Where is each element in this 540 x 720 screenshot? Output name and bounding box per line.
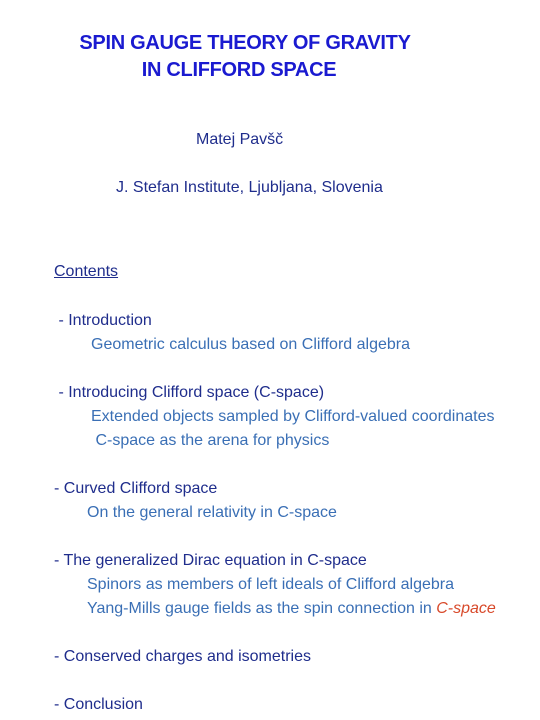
toc-section-clifford-space: - Introducing Clifford space (C-space): [54, 384, 325, 401]
toc-item-extended-objects: Extended objects sampled by Clifford-valued coordinates: [91, 408, 495, 425]
toc-item-geometric-calculus: Geometric calculus based on Clifford algebra: [91, 336, 410, 353]
slide-title-line-1: SPIN GAUGE THEORY OF GRAVITY: [79, 32, 411, 54]
toc-item-general-relativity: On the general relativity in C-space: [87, 504, 337, 521]
slide-title-line-2: IN CLIFFORD SPACE: [141, 59, 337, 81]
toc-section-introduction: - Introduction: [54, 312, 152, 329]
toc-item-yang-mills: [87, 599, 496, 619]
toc-section-curved-clifford-space: - Curved Clifford space: [54, 480, 218, 497]
toc-item-yang-mills-accent: C-space: [436, 600, 496, 617]
toc-item-yang-mills-text: Yang-Mills gauge fields as the spin connection in: [87, 600, 437, 617]
author-name: Matej Pavšč: [196, 131, 284, 148]
toc-section-dirac-equation: - The generalized Dirac equation in C-space: [54, 552, 367, 569]
author-affiliation: J. Stefan Institute, Ljubljana, Slovenia: [116, 179, 383, 196]
toc-item-c-space-arena: C-space as the arena for physics: [91, 432, 330, 449]
toc-section-conclusion: - Conclusion: [54, 696, 143, 713]
toc-item-spinors: Spinors as members of left ideals of Clifford algebra: [87, 576, 454, 593]
toc-section-conserved-charges: - Conserved charges and isometries: [54, 648, 312, 665]
contents-heading: Contents: [54, 263, 119, 280]
slide-title: [0, 30, 540, 84]
